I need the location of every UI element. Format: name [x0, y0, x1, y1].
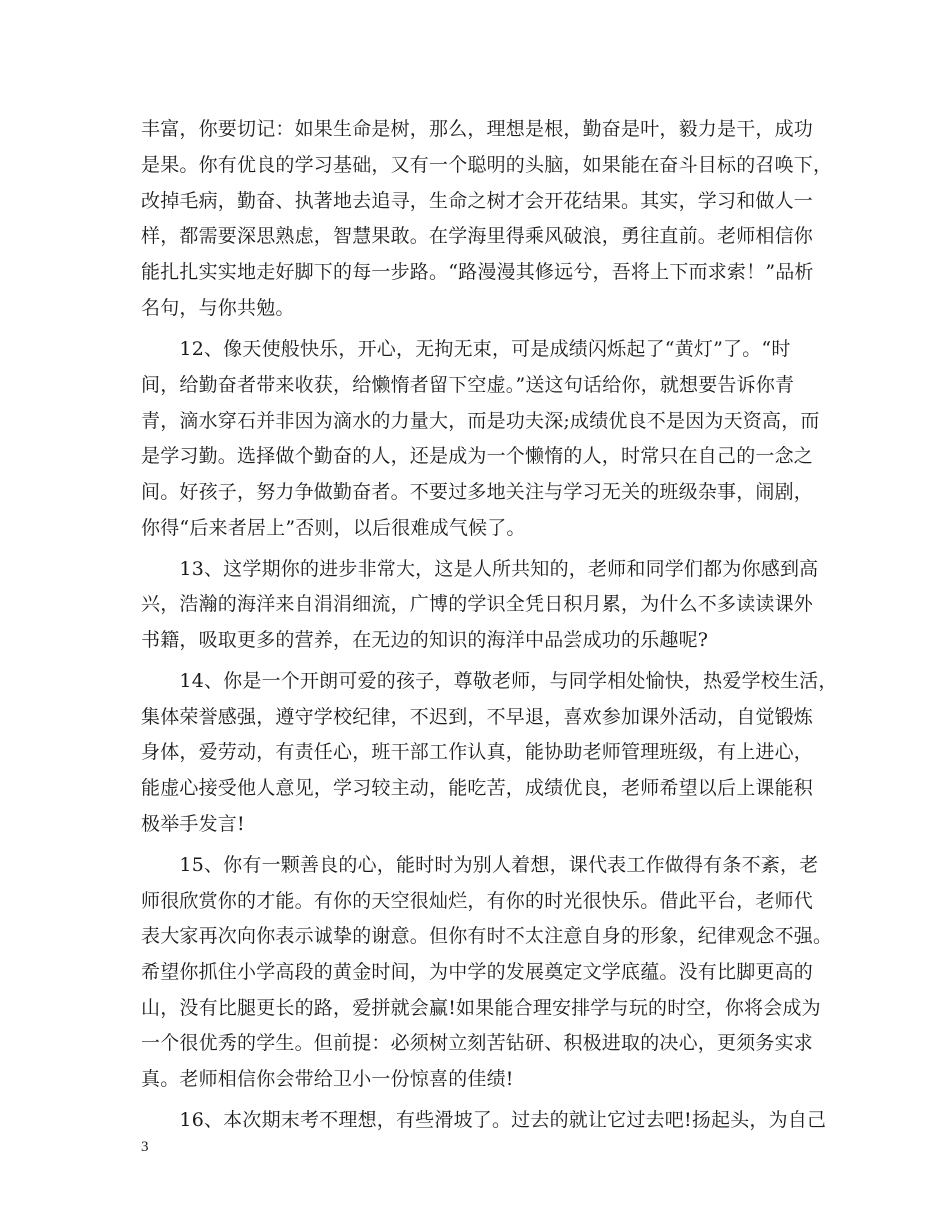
text-line: 身体，爱劳动，有责任心，班干部工作认真，能协助老师管理班级，有上进心，	[141, 741, 814, 763]
text-line: 是学习勤。选择做个勤奋的人，还是成为一个懒惰的人，时常只在自己的一念之	[141, 445, 814, 467]
text-line: 一个很优秀的学生。但前提：必须树立刻苦钻研、积极进取的决心，更须务实求	[141, 1032, 814, 1054]
page-number: 3	[141, 1139, 149, 1155]
text-line: 能扎扎实实地走好脚下的每一步路。“路漫漫其修远兮，吾将上下而求索！”品析	[141, 261, 814, 283]
text-line: 兴，浩瀚的海洋来自涓涓细流，广博的学识全凭日积月累，为什么不多读读课外	[141, 593, 814, 615]
text-line: 样，都需要深思熟虑，智慧果敢。在学海里得乘风破浪，勇往直前。老师相信你	[141, 225, 814, 247]
text-line: 丰富，你要切记：如果生命是树，那么，理想是根，勤奋是叶，毅力是干，成功	[141, 118, 814, 140]
text-line: 真。老师相信你会带给卫小一份惊喜的佳绩!	[141, 1068, 514, 1090]
text-line: 间。好孩子，努力争做勤奋者。不要过多地关注与学习无关的班级杂事，闹剧，	[141, 481, 814, 503]
text-line: 13、这学期你的进步非常大，这是人所共知的，老师和同学们都为你感到高	[141, 558, 819, 580]
text-line: 山，没有比腿更长的路，爱拼就会赢!如果能合理安排学与玩的时空，你将会成为	[141, 997, 821, 1019]
text-line: 希望你抓住小学高段的黄金时间，为中学的发展奠定文学底蕴。没有比脚更高的	[141, 961, 814, 983]
text-line: 改掉毛病，勤奋、执著地去追寻，生命之树才会开花结果。其实，学习和做人一	[141, 190, 814, 212]
text-line: 12、像天使般快乐，开心，无拘无束，可是成绩闪烁起了“黄灯”了。“时	[141, 338, 791, 360]
text-line: 集体荣誉感强，遵守学校纪律，不迟到，不早退，喜欢参加课外活动，自觉锻炼	[141, 706, 814, 728]
text-line: 16、本次期末考不理想，有些滑坡了。过去的就让它过去吧!扬起头，为自己	[141, 1109, 827, 1131]
text-line: 极举手发言!	[141, 813, 245, 835]
text-line: 14、你是一个开朗可爱的孩子，尊敬老师，与同学相处愉快，热爱学校生活，	[141, 670, 838, 692]
text-line: 师很欣赏你的才能。有你的天空很灿烂，有你的时光很快乐。借此平台，老师代	[141, 890, 814, 912]
text-line: 是果。你有优良的学习基础，又有一个聪明的头脑，如果能在奋斗目标的召唤下，	[141, 154, 833, 176]
text-line: 你得“后来者居上”否则，以后很难成气候了。	[141, 517, 526, 539]
text-line: 表大家再次向你表示诚挚的谢意。但你有时不太注意自身的形象，纪律观念不强。	[141, 925, 833, 947]
text-line: 青，滴水穿石并非因为滴水的力量大，而是功夫深;成绩优良不是因为天资高，而	[141, 410, 820, 432]
text-line: 间，给勤奋者带来收获，给懒惰者留下空虚。”送这句话给你，就想要告诉你青	[141, 374, 795, 396]
text-line: 15、你有一颗善良的心，能时时为别人着想，课代表工作做得有条不紊，老	[141, 854, 819, 876]
text-line: 名句，与你共勉。	[141, 297, 295, 319]
text-line: 能虚心接受他人意见，学习较主动，能吃苦，成绩优良，老师希望以后上课能积	[141, 777, 814, 799]
text-line: 书籍，吸取更多的营养，在无边的知识的海洋中品尝成功的乐趣呢?	[141, 629, 709, 651]
